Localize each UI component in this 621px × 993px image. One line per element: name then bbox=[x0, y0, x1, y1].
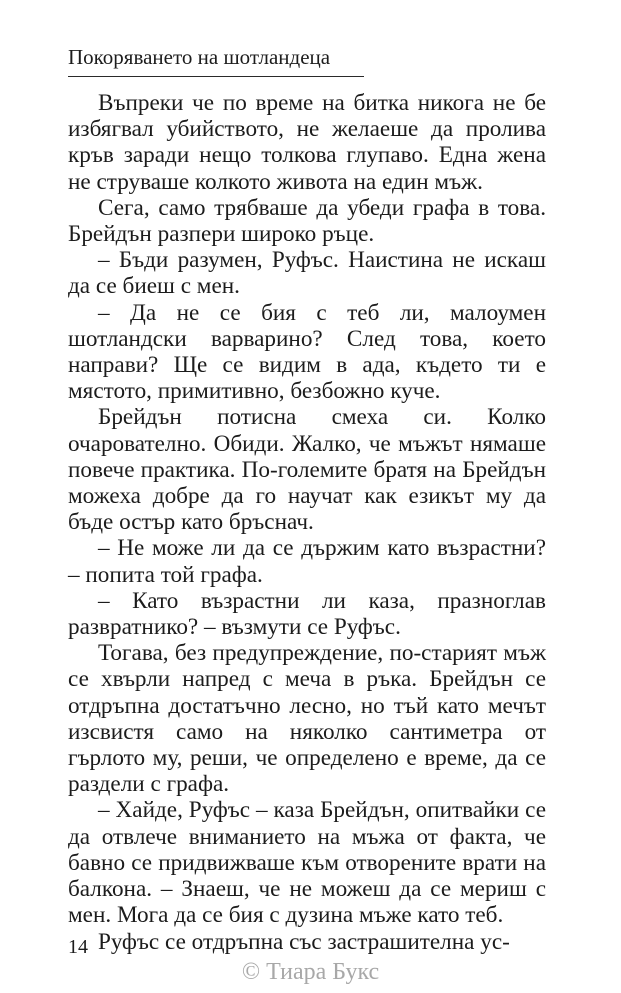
paragraph: – Като възрастни ли каза, празноглав развратнико? – възмути се Руфъс. bbox=[68, 587, 546, 641]
paragraph: Въпреки че по време на битка никога не бе избягвал убийството, не желаеше да пролива кръв заради нещо толкова глупаво. Една жена не струваше колкото живота на един мъж. bbox=[68, 90, 546, 195]
paragraph: – Да не се бия с теб ли, малоумен шотландски варварино? След това, което направи? Ще се видим в ада, където ти е мястото, примитивно, безбожно куче. bbox=[68, 299, 546, 405]
paragraph: – Хайде, Руфъс – каза Брейдън, опитвайки се да отвлече вниманието на мъжа от факта, че бавно се придвижваше към отворените врати на балкона. – Знаеш, че не можеш да се мериш с мен. Мога да се бия с дузина мъже като теб. bbox=[68, 797, 546, 929]
body-text bbox=[68, 90, 546, 955]
running-title: Покоряването на шотландеца bbox=[68, 45, 331, 69]
paragraph: Тогава, без предупреждение, по-старият мъж се хвърли напред с меча в ръка. Брейдън се отдръпна достатъчно лесно, но тъй като мечът изсвистя само на няколко сантиметра от гърлото му, реши, че определено е време, да се раздели с графа. bbox=[68, 640, 546, 798]
paragraph: Сега, само трябваше да убеди графа в това. Брейдън разпери широко ръце. bbox=[68, 194, 546, 248]
copyright-watermark: © Тиара Букс bbox=[241, 959, 380, 985]
paragraph: – Не може ли да се държим като възрастни? – попита той графа. bbox=[68, 535, 546, 588]
paragraph: Брейдън потисна смеха си. Колко очарователно. Обиди. Жалко, че мъжът нямаше повече практика. По-големите братя на Брейдън можеха добре да го научат как езикът му да бъде остър като бръснач. bbox=[68, 404, 546, 536]
paragraph: – Бъди разумен, Руфъс. Наистина не искаш да се биеш с мен. bbox=[68, 247, 546, 300]
header-rule bbox=[68, 76, 364, 77]
page-number: 14 bbox=[68, 936, 88, 958]
paragraph: Руфъс се отдръпна със застрашителна ус- bbox=[98, 928, 510, 955]
